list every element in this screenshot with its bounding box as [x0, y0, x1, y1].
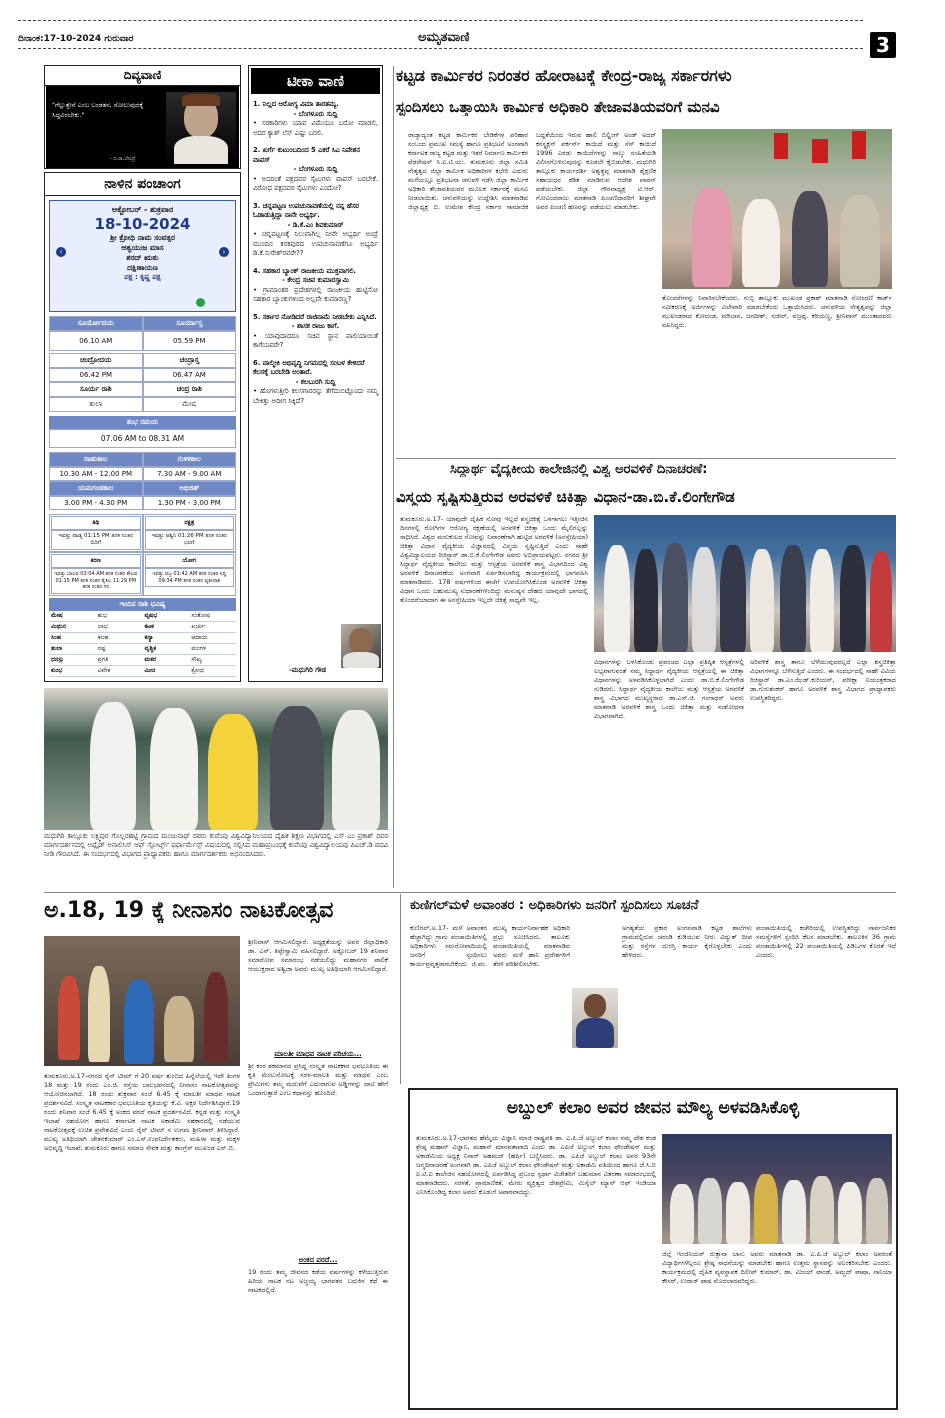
abhijit-time: 1.30 PM - 3.00 PM [143, 496, 237, 510]
teeka-answer: • ಹೊಗಳುತ್ತೀರಿ ಕಲಸಗಾರರನ್ನು ತೆಗೆದುಬಿಟ್ಟೊಂದು ನಮ್ಮ ಬೇಕಿತ್ತು ಅದೀಗ ಸಿಕ್ಕಿದೆ? [253, 387, 378, 405]
rashi-label: ಇಂದಿನ ರಾಶಿ ಭವಿಷ್ಯ [49, 598, 236, 611]
teeka-answer: • ಯಾವುದಾದರೂ ಸಚಿವ ಸ್ಥಾನ ಪಾಲಿಯಾಯಿತೆ ಕಾಗೆಯವರೇ? [253, 331, 378, 349]
rashi-prediction: ಸಂತೋಷ [191, 611, 211, 619]
rashi-row [49, 666, 236, 677]
story5-body-2: ಜಿಲ್ಲೆ ಇಂಜಿನಿಯರ್ ರುಕ್ಸಾನಾ ಬಾನು ಅವರು ಮಾತನಾಡಿ ಡಾ. ಎ.ಪಿ.ಜೆ ಅಬ್ದುಲ್ ಕಲಾಂ ಅವರಂತೆ ವಿದ್ಯಾರ್ಥಿಗಳೆಲ್ಲರೂ ಶ್ರೇಷ್ಠ ಸಾಧನೆಯನ್ನು ಮಾಡಬೇಕು ಹಾಗೂ ಉತ್ತಮ ಸ್ಥಾನವನ್ನು ಅಲಂಕರಿಸಬೇಕು ಎಂದರು. ಕಾರ್ಯಕ್ರಮದಲ್ಲಿ ದೈಹಿಕ ವ್ಯವಸ್ಥಾಪಕ ದಿಲೀಪ್ ಕುಮಾರ್, ಡಾ. ವಿಜಯ್ ಪಾಂಡೆ, ಅಮ್ಜದ್ ಪಾಷಾ, ಸಾನಿಯಾ ಕೌಸರ್, ಉರಾಜ್ ಪಾಷ ಮೊದಲಾದವರಿದ್ದರು. [662, 1250, 892, 1285]
rahu-time: 10.30 AM - 12.00 PM [49, 467, 143, 481]
rashi-prediction: ಲಾಭ [97, 622, 108, 630]
karana-label: ಕರಣ [51, 554, 141, 568]
story3-subhead-1: ಮಾಲತೀ ಮಾಧವ ನಾಟಕ ಪರಿಚಯ... [274, 1050, 362, 1058]
story3-subhead-2: ಅಂಕದ ಪರದೆ... [298, 1256, 338, 1264]
story5-award-photo [662, 1134, 892, 1244]
teeka-item [253, 146, 378, 194]
rashi-name: ವೃಷಭ [144, 611, 158, 619]
teeka-question: 5. ಸರ್ಕಾರ ನೋಡಿದರೆ ರಾಜಿನಾಮೆ ನೀಡಬೇಕು ಎನ್ನಿಸಿದೆ. [253, 312, 377, 321]
story1-body-2: ತೊಂದರೆಗಳನ್ನು ನಿವಾರಿಸಬೇಕೆಂದರು. ಗುಬ್ಬಿ ತಾಲ್ಲೂಕು ಮುಖಂಡ ಪ್ರಕಾಶ್ ಮಾತನಾಡಿ ನೋಂದಣಿ ಕಾರ್ಡ್ ನವೀಕರಣಕ್ಕೆ ಅರ್ಜಿಗಳನ್ನು ವಿಲೇವಾರಿ ಮಾಡಬೇಕೆಂದು ಒತ್ತಾಯಿಸಿದರು. ಚಳುವಳಿಯ ನೇತೃತ್ವವನ್ನು ಜಿಲ್ಲಾ ಮುಖಂಡರಾದ ಕೋದಂಡ, ಮೌಲಾನ, ಜಗದೀಶ್, ನಜೀರ್, ವಜ್ರಪ್ಪ, ಕರಿಯಣ್ಣ, ಶ್ರೀನಿವಾಸ್ ಮುಂತಾದವರು ವಹಿಸಿದ್ದರು. [662, 294, 892, 329]
teeka-author: -ಮಧುಗಿರಿ ಗೌಡ [289, 666, 327, 674]
story4-body: ಕುಣಿಗಲ್,ಅ.17- ಮಳೆ ಅವಾಂತರ ಹೆಚ್ಚಾಗಿದ್ದು ಗ್ರಾಮ ಪಂಚಾಯಿತಿಗಳಲ್ಲಿ ಅಧಿಕಾರಿಗಳು ಸಮರೋಪಾದಿಯಲ್ಲಿ ಜನರಿಗೆ ಸ್ಪಂದಿಸಲು ಕಾರ್ಯಪ್ರವೃತ್ತರಾಗಬೇಕೆಂದು ಜಿ.ಪಂ. ಮುಖ್ಯ ಕಾರ್ಯನಿರ್ವಾಹಕ ಅಧಿಕಾರಿ ಪ್ರಭು ಸೂಚಿಸಿದರು. ತಾಲೂಕು ಪಂಚಾಯಿತಿಯಲ್ಲಿ ಮಾತನಾಡಿದ ಅವರು ಮಳೆ ಹಾನಿ ಪ್ರದೇಶಗಳಿಗೆ ತೆರಳಿ ಪರಿಶೀಲಿಸಬೇಕು. [410, 924, 570, 968]
story5-box [408, 1088, 898, 1410]
divyavani-title: ದಿವ್ಯವಾಣಿ [45, 66, 240, 86]
teeka-item [253, 267, 378, 305]
rashi-name: ಸಿಂಹ [51, 633, 62, 641]
teeka-item [253, 100, 378, 138]
nakshatra: ಇವತ್ತು ಅಶ್ವಿನಿ 01:26 PM ತನಕ ನಂತರ ಭರಣಿ [145, 530, 235, 550]
paksha: ಪಕ್ಷ : ಕೃಷ್ಣ ಪಕ್ಷ [124, 273, 161, 281]
teeka-source: - ಬೆಂಗಳೂರು ಸುದ್ದಿ [293, 165, 338, 173]
chandra-rashi: ಮೇಷ [143, 397, 237, 412]
rashi-name: ಧನಸ್ಸು [51, 655, 64, 663]
panchanga-title: ನಾಳಿನ ಪಂಚಾಂಗ [45, 173, 240, 196]
karana: ಇವತ್ತು ಬಾಲವ 03:04 AM ತನಕ ನಂತರ ಕೌಲವ 01:15 PM ತನಕ ನಂತರ ತೈತಿಲ 11:29 PM ತನಕ ನಂತರ ಗರ [51, 568, 141, 594]
samvatsara: ಶ್ರೀ ಕ್ರೋಧಿ ನಾಮ ಸಂವತ್ಸರ [110, 233, 175, 242]
sunset-label: ಸೂರ್ಯಾಸ್ತ [143, 316, 237, 331]
ritu: ಶರದ್ ಋತು [126, 253, 159, 262]
story3-body-2: ಶ್ರೀನಿವಾಸ್ ಆಗಮಿಸಲಿದ್ದಾರೆ. ಅಧ್ಯಕ್ಷತೆಯನ್ನು ಅವರ ಜಿಲ್ಲಾಧಿಕಾರಿ ಡಾ. ಎನ್. ತಿಪ್ಪೇಸ್ವಾಮಿ ವಹಿಸಲಿದ್ದಾರೆ. ಅಕ್ಟೋಬರ್ 19 ಶನಿವಾರ ಸಮಾರೋಪ ಸಮಾರಂಭ ನಡೆಯಲಿದ್ದು ಮಹಾನಗರ ಪಾಲಿಕೆ ಆಯುಕ್ತರಾದ ಅಶ್ವಿಜಾ ಅವರು ಮುಖ್ಯ ಅತಿಥಿಯಾಗಿ ಆಗಮಿಸಲಿದ್ದಾರೆ. [248, 938, 388, 973]
issue-date: ದಿನಾಂಕ:17-10-2024 ಗುರುವಾರ [18, 34, 134, 44]
story2-headline-1: ಸಿದ್ಧಾರ್ಥ ವೈದ್ಯಕೀಯ ಕಾಲೇಜಿನಲ್ಲಿ ವಿಶ್ವ ಅರವಳಿಕೆ ದಿನಾಚರಣೆ: [450, 462, 708, 477]
gulika-time: 7.30 AM - 9.00 AM [143, 467, 237, 481]
surya-rashi: ತುಲಾ [49, 397, 143, 412]
story4-body-2: ಅಗತ್ಯತೆಯ ಪ್ರಕಾರ ಅಂಗನವಾಡಿ ಕಟ್ಟಡ ಶಾಲೆಗಳು ಗ್ರಾಮದಲ್ಲಿರುವ ಚರಂಡಿ ಕುಡಿಯುವ ನೀರು ವಿದ್ಯುತ್ ದೀಪ ಮತ್ತು ರಸ್ತೆಗಳ ದುರಸ್ತಿ ಕಾರ್ಯ ಕೈಗೊಳ್ಳಬೇಕು ಎಂದು ಹೇಳಿದರು. [622, 924, 752, 959]
ayana: ದಕ್ಷಿಣಾಯಣ [127, 263, 158, 272]
rashi-prediction: ಖರ್ಚು [191, 622, 205, 630]
teeka-question: 3. ಚನ್ನಪಟ್ಟಣ ಉಪಚುನಾವಣೆಯಲ್ಲಿ ನನ್ನ ಹೆಸರ ಓಡಾಡುತ್ತಿದ್ದಾ ನಾನೇ ಅಭ್ಯರ್ಥಿ. [253, 201, 360, 219]
moonset-label: ಚಂದ್ರಾಸ್ತ [143, 353, 237, 368]
rashi-name: ಮೇಷ [51, 611, 63, 619]
story3-body-4: 19 ರಂದು ತಮ್ಮ ಜೀವನದ ಕಡೆಯ ವರ್ಷಗಳನ್ನು ಕಳೆಯುತ್ತಿರುವ ಹಿರಿಯ ನಾಟಕ ನಟ ಅಜ್ಜಯ್ಯ ಭಾಗವತರ ಬದುಕಿನ ಕಥೆ ಈ ನಾಟಕದಲ್ಲಿದೆ. [248, 1268, 388, 1294]
teeka-list [249, 96, 382, 406]
teeka-question: 4. ಸಹಕಾರ ಬ್ಯಾಂಕ್ ರಾಜಕೀಯ ಮುಕ್ತವಾಗಲಿ. [253, 266, 356, 275]
rashi-name: ತುಲಾ [51, 644, 63, 652]
rashi-prediction: ಕಲಹ [97, 633, 109, 641]
teeka-answer: • ಗ್ರಾಮಾಂತರ ಪ್ರದೇಶಗಳಲ್ಲಿ ರಾಜಕೀಯ ಹುಟ್ಟಿಸೋ ಸಹಕಾರ ಬ್ಯಾಂಕುಗಳಿಂದ ಅಲ್ಲವೇ ಕುಮಾರಣ್ಣ? [253, 285, 378, 303]
story1-headline-2: ಸ್ಪಂದಿಸಲು ಒತ್ತಾಯಿಸಿ ಕಾರ್ಮಿಕ ಅಧಿಕಾರಿ ತೇಜಾವತಿಯವರಿಗೆ ಮನವಿ [396, 98, 720, 116]
divyavani-quote: "ಗೆಲ್ಲುತ್ತೇನೆ ಎಂಬ ಬಂಡತನ, ಸೋಲುವುದಕ್ಕೆ ಸಿದ್ಧವಿರಬೇಕು." [52, 101, 144, 119]
story4-body-3: ಪಂಚಾಯಿತಿಯಲ್ಲಿ ಕಚೇರಿಯಲ್ಲಿ ಉಪಸ್ಥಿತರಿದ್ದು ಸಾರ್ವಜನಿಕರ ಸಮಸ್ಯೆಗಳಿಗೆ ಸ್ಪಂದಿಸಿ ಕೆಲಸ ಮಾಡಬೇಕು. ತಾಲೂಕಿನ 36 ಗ್ರಾಮ ಪಂಚಾಯಿತಿಗಳಲ್ಲಿ 22 ಪಂಚಾಯಿತಿಯಲ್ಲಿ ಪಿಡಿಒಗಳ ಕೊರತೆ ಇದೆ ಎಂದರು. [756, 924, 896, 959]
teeka-item [253, 202, 378, 259]
paper-name: ಅಮೃತವಾಣಿ [418, 30, 470, 45]
moonset: 06.47 AM [143, 368, 237, 382]
page-number: 3 [870, 32, 896, 58]
shubha-time: 07.06 AM to 08.31 AM [49, 429, 236, 448]
rashi-prediction: ವಿವೇಕ [97, 666, 111, 674]
teeka-question: 6. ವಾಲ್ಮೀಕಿ ಅಭಿವೃದ್ಧಿ ನಿಗಮದಲ್ಲಿ ಸಂಬಳ ಕೇಳಿದರೆ ಕೆಲಸಕ್ಕೆ ಬರಬೇಡಿ ಅಂತಾರೆ. [253, 358, 365, 376]
columnist-photo [341, 624, 381, 668]
rashi-name: ಮೀನ [144, 666, 156, 674]
masa: ಆಶ್ವಯುಜ ಮಾಸ [121, 243, 164, 252]
rashi-name: ಕನ್ಯಾ [144, 633, 154, 641]
drama-photo [44, 936, 240, 1066]
story4-headline: ಕುಣಿಗಲ್‌ಮಳೆ ಅವಾಂತರ : ಅಧಿಕಾರಿಗಳು ಜನರಿಗೆ ಸ್ಪಂದಿಸಲು ಸೂಚನೆ [410, 898, 699, 913]
rashi-row [49, 611, 236, 622]
story3-body: ತುಮಕೂರು,ಅ.17-ನಗರದ ರೈನ್ ಟೀಮ್ ಗೆ 20 ವರ್ಷ ತುಂಬಿದ ಹಿನ್ನೆಲೆಯಲ್ಲಿ ಇದೇ ತಿಂಗಳ 18 ಮತ್ತು 19 ರಂದು ಎಂ.ಜಿ. ರಸ್ತೆಯ ಬಾಲಭವನದಲ್ಲಿ ನೀನಾಸಂ ನಾಟಕೋತ್ಸವವನ್ನು ಆಯೋಜಿಸಲಾಗಿದೆ. 18 ರಂದು ಶುಕ್ರವಾರ ಸಂಜೆ 6.45 ಕ್ಕೆ ಮಾಲತೀ ಮಾಧವ ನಾಟಕ ಪ್ರದರ್ಶನವಿದೆ. ಸಂಸ್ಕೃತ ನಾಟಕಕಾರ ಭವಭೂತಿಯ ಕೃತಿಯನ್ನು ಕೆ.ವಿ. ಅಕ್ಷರ ನಿರ್ದೇಶಿಸಿದ್ದಾರೆ.19 ರಂದು ಶನಿವಾರ ಸಂಜೆ 6.45 ಕ್ಕೆ ಅಂಕದ ಪರದೆ ನಾಟಕ ಪ್ರದರ್ಶನವಿದೆ. ಕನ್ನಡ ಮತ್ತು ಸಂಸ್ಕೃತಿ ಇಲಾಖೆ ಸಹಯೋಗ ಹಾಗೂ ಕರ್ನಾಟಕ ನಾಟಕ ಅಕಾಡೆಮಿ ಸಹಕಾರದಲ್ಲಿ ನಡೆಯುವ ನಾಟಕೋತ್ಸವಕ್ಕೆ ಉಚಿತ ಪ್ರವೇಶವಿದೆ ಎಂದು ರೈನ್ ಟೀಮ್ ನ ಉಗಮ ಶ್ರೀನಿವಾಸ್ ತಿಳಿಸಿದ್ದಾರೆ. ಮುಖ್ಯ ಅತಿಥಿಯಾಗಿ ಚೇತನಕುಮಾರ್ ಎಂ.ಎಸ್.ಉಪನಿರ್ದೇಶಕರು, ಮಹಿಳಾ ಮತ್ತು ಮಕ್ಕಳ ಅಭಿವೃದ್ಧಿ ಇಲಾಖೆ, ತುಮಕೂರು ಹಾಗೂ ಸಮಾಜ ಸೇವಕ ಮತ್ತು ಕಾಂಗ್ರೆಸ್ ಮುಖಂಡ ಎಸ್.ಬಿ. [44, 1072, 240, 1152]
rashi-name: ವೃಶ್ಚಿಕ [144, 644, 157, 652]
teeka-answer: • ಚನ್ನಪಟ್ಟಣಕ್ಕೆ ನಿಲುವಾಗಿಲ್ಲ ನೀವೇ ಅಭ್ಯರ್ಥಿ ಅಂದ್ರೆ ಮುಂದಿನ ಕನಕಪುರದ ಉಪಚುನಾವಣೆಗೂ ಅಭ್ಯರ್ಥಿ ಡಿ.ಕೆ.ಸುರೇಶ್‌ರವರೇ?? [253, 230, 378, 257]
moonrise-label: ಚಂದ್ರೋದಯ [49, 353, 143, 368]
teeka-answer: • ಅದರಂತೆ ಪಕ್ಷದವರ ಸೈಟುಗಳು ವಾಪಸ್ ಬರಬೇಕೆ. ವಿರೋಧ ಪಕ್ಷದವರ ಸೈಟುಗಳು ಎಂದೋ? [253, 174, 378, 192]
rashi-prediction: ಸೌಖ್ಯ [191, 655, 202, 663]
teeka-item [253, 359, 378, 407]
sunrise-label: ಸೂರ್ಯೋದಯ [49, 316, 143, 331]
rashi-prediction: ಆದಾಯ [191, 633, 208, 641]
story1-body: ರಾಜ್ಯಾದ್ಯಂತ ಕಟ್ಟಡ ಕಾರ್ಮಿಕರ ಬೇಡಿಕೆಗಳ ಪರಿಹಾರ ಸಂಬಂದ ಪ್ರಮುಖ ಸಮಸ್ಯೆ ಹಾಗೂ ಪ್ರತಿಭಟನೆ ಅಂಗವಾಗಿ ಕರ್ನಾಟಕ ರಾಜ್ಯ ಕಟ್ಟಡ ಮತ್ತು ಇತರೆ ನಿರ್ಮಾಣ ಕಾರ್ಮಿಕರ ಫೆಡರೇಷನ್ ಸಿ.ಐ.ಟಿ.ಯು. ತುಮಕೂರು ಜಿಲ್ಲಾ ಸಮಿತಿ ನೇತೃತ್ವದ ಜಿಲ್ಲಾ ಕಾರ್ಮಿಕ ಅಧಿಕಾರಿಗಳ ಕಛೇರಿ ಎದುರು ಮಳೆಯಲ್ಲೂ ಪ್ರತಿಭಟನಾ ಚಳುವಳಿ ನಡೆಸಿ ಜಿಲ್ಲಾ ಕಾರ್ಮಿಕ ಅಧಿಕಾರಿ ತೇಜಾವತಿಯವರ ಮೂಲಕ ಸರ್ಕಾರಕ್ಕೆ ಮನವಿ ನೀಡಲಾಯಿತು. ಚಳುವಳಿಯನ್ನು ಉದ್ದೇಶಿಸಿ ಮಾತನಾಡಿದ ಜಿಲ್ಲಾಧ್ಯಕ್ಷ ಬಿ. ಉಮೇಶ ಕೇಂದ್ರ ಸರ್ಕಾರ ಸಾಮಾಜಿಕ ಬದ್ಧತೆಯಿಂದ ಇರುವ ಹಾಲಿ ಬಿಲ್ಡಿಂಗ್ ಅಂಡ್ ಅದರ್ ಕನಸ್ಟ್ರಕ್ಷನ್ ವರ್ಕರ್ಸ್ ಕಾಯಿದೆ ಮತ್ತು ಸೆಸ್ ಕಾಯಿದೆ 1996 ಎರಡು ಕಾಯಿದೆಗಳನ್ನು ನಾಲ್ಕು ಸಂಹಿತೆಯಡಿ ವಿಲೀನಗೊಳಿಸುವುದನ್ನು ಕೂಡಲೇ ಕೈಬಿಡಬೇಕು. ಮಧುಗಿರಿ ತಾಲ್ಲೂಕು ಕಾರ್ಯದರ್ಶಿ ಅಶ್ವತ್ಥಪ್ಪ ಮಾತನಾಡಿ ಶೈಕ್ಷಣಿಕ ಸಹಾಯಧನ ಕಡಿತ ಮಾಡಿರುವ ಆದೇಶ ವಾಪಸ್ ಪಡೆಯಬೇಕು. ಜಿಲ್ಲಾ ಗೌರವಾಧ್ಯಕ್ಷ ಟಿ.ಆರ್. ಗೋವಿಂದರಾಜು ಮಾತನಾಡಿ ಪಿಂಚಣಿದಾರರಿಗೆ ಶೀಘ್ರವೇ ಅವರ ಪಿಂಚಣಿ ಹಣವನ್ನು ಪಡೆಯಲು ಮಾಡಬೇಕು. [408, 131, 656, 211]
rashi-prediction: ಪ್ರಗತಿ [97, 655, 109, 663]
story2-event-photo [594, 515, 896, 652]
teeka-vani-box [248, 65, 383, 682]
teeka-question: 2. ಖರ್ಗೆ ಕುಟುಂಬದಿಂದ 5 ಎಕರೆ ಸಿಎ ನಿವೇಶನ ವಾಪಸ್ [253, 146, 361, 164]
story5-body: ತುಮಕೂರು,ಅ.17-ಭಾರತದ ಹೆಮ್ಮೆಯ ವಿಜ್ಞಾನಿ ಮಾಜಿ ರಾಷ್ಟ್ರಪತಿ ಡಾ. ಎ.ಪಿ.ಜೆ ಅಬ್ದುಲ್ ಕಲಾಂ ನಮ್ಮ ದೇಶ ಕಂಡ ಶ್ರೇಷ್ಠ ಮಹಾನ್ ವಿಜ್ಞಾನಿ, ಮಹಾನ್ ಮಾನವತಾವಾದಿ ಎಂದು ಡಾ. ಎಪಿಜೆ ಅಬ್ದುಲ್ ಕಲಾಂ ಫೌಂಡೇಷನ್ ಮತ್ತು ಅಕಾಡೆಮಿಯ ಅಧ್ಯಕ್ಷ ನಿಸಾರ್ ಅಹಮದ್ (ಹರ್ಷಿ) ಬಣ್ಣಿಸಿದರು. ಡಾ. ಎಪಿಜೆ ಅಬ್ದುಲ್ ಕಲಾಂ ಅವರ 93ನೇ ಜನ್ಮದಿನಾಚರಣೆ ಅಂಗವಾಗಿ ಡಾ. ಎಪಿಜೆ ಅಬ್ದುಲ್ ಕಲಾಂ ಫೌಂಡೇಷನ್ ಮತ್ತು ಅಕಾಡೆಮಿ ವತಿಯಿಂದ ಹಾಗೂ ಜೆ.ಸಿ.ಬಿ ಐ.ಟಿ.ಐ ಕಾಲೇಜಿನ ಸಹಯೋಗದಲ್ಲಿ ಏರ್ಪಡಿಸಿದ್ದ ಪ್ರಬಂಧ ಸ್ಪರ್ಧಾ ವಿಜೇತರಿಗೆ ಬಹುಮಾನ ವಿತರಣಾ ಸಮಾರಂಭದಲ್ಲಿ ಮಾತನಾಡಿದರು. ಸರಳತೆ, ಪ್ರಾಮಾಣಿಕತೆ, ಮೇರು ವ್ಯಕ್ತಿತ್ವದ ದೇಶಪ್ರೇಮಿ, ಮಿಸೈಲ್ ಮ್ಯಾನ್ ಆಫ್ ಇಂಡಿಯಾ ಎನಿಸಿಕೊಂಡಿದ್ದ ಕಲಾಂ ಅವರು ಕೊಡುಗೆ ಅಪಾರವಾದದ್ದು. [416, 1134, 656, 1196]
story5-headline: ಅಬ್ದುಲ್ ಕಲಾಂ ಅವರ ಜೀವನ ಮೌಲ್ಯ ಅಳವಡಿಸಿಕೊಳ್ಳಿ [506, 1098, 800, 1118]
rashi-prediction: ಶುಭ [97, 611, 108, 619]
rashi-prediction: ಕ್ರೋಧ [191, 666, 204, 674]
story2-body: ತುಮಕೂರು,ಅ.17- ಯಾವುದೇ ದೈಹಿಕ ನೋವು ಇಲ್ಲದೆ ಶಸ್ತ್ರಚಿಕಿತ್ಸೆ ಒಳಗಾಗಲು ಇತ್ತೀಚಿನ ದಿನಗಳಲ್ಲಿ ರೋಗಿಗಳ ಆರೋಗ್ಯ ರಕ್ಷಣೆಯಲ್ಲಿ ಅರವಳಿಕೆ ಚಿಕಿತ್ಸಾ ಒಂದು ಮೈಲಿಗಲ್ಲನ್ನು ಸಾಧಿಸಿದೆ. ವಿಶ್ವದ ಮನುಕುಲದ ನೋವನ್ನು ನಿವಾರಣೆಗಾಗಿ ಹುಟ್ಟಿದ ಅರವಳಿಕೆ (ಅನಸ್ತೇಷಿಯಾ) ಚಿಕಿತ್ಸಾ ವಿಧಾನ ವೈದ್ಯಕೀಯ ವಿಜ್ಞಾನದಲ್ಲಿ ವಿಸ್ಮಯ ಸೃಷ್ಟಿಸುತ್ತಿದೆ ಎಂದು ಸಾಹೇ ವಿಶ್ವವಿದ್ಯಾಲಯದ ರಿಜಿಸ್ಟ್ರಾರ್ ಡಾ.ಬಿ.ಕೆ.ಲಿಂಗೇಗೌಡ ಅವರು ಅಭಿಪ್ರಾಯಪಟ್ಟರು. ನಗರದ ಶ್ರೀ ಸಿದ್ಧಾರ್ಥ ವೈದ್ಯಕೀಯ ಕಾಲೇಜು ಮತ್ತು ಆಸ್ಪತ್ರೆಯ ಅರವಳಿಕೆ ಶಾಸ್ತ್ರ ವಿಭಾಗದಿಂದ ವಿಶ್ವ ಅರವಳಿಕೆ ದಿನಾಚರಣೆಯ ಅಂಗವಾಗಿ ಏರ್ಪಡಿಸಲಾಗಿದ್ದ ಕಾರ್ಯಕ್ರಮದಲ್ಲಿ ಭಾಗವಹಿಸಿ ಮಾತನಾಡಿದರು. 178 ವರ್ಷಗಳಿಂದ ಈಚೆಗೆ ಉಪಯೋಗಿಸಿಕೊಂಡ ಅರವಳಿಕೆ ಚಿಕಿತ್ಸಾ ವಿಧಾನ ಒಂದು ಬಹುಮುಖ್ಯ ಸುಧಾರಣೆಗಳಿಂದಿದ್ದು ಮನುಷ್ಯನ ದೇಹದ ಯಾವುದೇ ಭಾಗದಲ್ಲಿ ತೊಂದರೆಯಾದಾಗ ಈ ಅನಸ್ತೇಷಿಯಾ ಇಲ್ಲದೇ ಚಿಕಿತ್ಸೆ ಸಾಧ್ಯವೇ ಇಲ್ಲ. [400, 515, 588, 604]
teeka-source: - ಶಾಸಕ ರಾಜು ಕಾಗೆ. [291, 322, 340, 330]
abhijit-label: ಅಭಿಜಿತ್ [143, 481, 237, 496]
poet-portrait [166, 92, 236, 164]
story3-headline: ಅ.18, 19 ಕ್ಕೆ ನೀನಾಸಂ ನಾಟಕೋತ್ಸವ [44, 898, 334, 923]
story1-protest-photo [662, 129, 892, 289]
next-day-icon[interactable]: › [219, 247, 229, 257]
teeka-answer: • ಸರಕಾರಿಗಳು ಯಾವ ವಿಮೆಯೂ ಬರೋ ಮಾಡಲಿ, ಅದರ ಕ್ಯಾಶ್ ಲೆಸ್ ಎಷ್ಟು ಬರಲಿ. [253, 119, 378, 137]
rashi-row [49, 633, 236, 644]
rashi-table [49, 611, 236, 677]
ceo-photo [572, 988, 618, 1048]
rashi-prediction: ಮಂಗಳ [191, 644, 207, 652]
phd-felicitation-photo [44, 688, 388, 830]
rashi-row [49, 622, 236, 633]
teeka-question: 1. ನಿಲ್ಲದ ಅರೋಗ್ಯ ವಿಮಾ ತಾರತಮ್ಯ. [253, 100, 339, 108]
teeka-source: - ಕಲಬುರಗಿ ಸುದ್ದಿ [295, 377, 336, 386]
teeka-title: ಟೀಕಾ ವಾಣಿ [251, 68, 380, 94]
panchanga-date: 18-10-2024 [94, 215, 191, 233]
moonrise: 06.42 PM [49, 368, 143, 382]
rahu-label: ರಾಹುಕಾಲ [49, 452, 143, 467]
rashi-name: ಮಕರ [144, 655, 157, 663]
rashi-name: ಮಿಥುನ [51, 622, 66, 630]
shubha-label: ಶುಭ ಸಮಯ [49, 416, 236, 429]
chandra-rashi-label: ಚಂದ್ರ ರಾಶಿ [143, 382, 237, 397]
surya-rashi-label: ಸೂರ್ಯ ರಾಶಿ [49, 382, 143, 397]
story1-headline-1: ಕಟ್ಟಡ ಕಾರ್ಮಿಕರ ನಿರಂತರ ಹೋರಾಟಕ್ಕೆ ಕೇಂದ್ರ-ರಾಜ್ಯ ಸರ್ಕಾರಗಳು [396, 66, 732, 85]
teeka-source: - ಬೆಂಗಳೂರು ಸುದ್ದಿ [293, 109, 338, 118]
gulika-label: ಗುಳಿಕಕಾಲ [143, 452, 237, 467]
story2-body-2: ವಿಧಾನಗಳನ್ನು ಬಳಸಿಕೊಂಡು ಪ್ರಪಂಚದ ಎಲ್ಲಾ ಪ್ರತಿಷ್ಠಿತ ಆಸ್ಪತ್ರೆಗಳಲ್ಲಿ ಲಭ್ಯವಾಗುವಂತೆ ನಮ್ಮ ಸಿದ್ಧಾರ್ಥ ವೈದ್ಯಕೀಯ ಆಸ್ಪತ್ರೆಯಲ್ಲಿ ಈ ಚಿಕಿತ್ಸಾ ವಿಧಾನಗಳನ್ನು ಅಳವಡಿಸಿಕೊಳ್ಳಲಾಗಿದೆ ಎಂದು ಡಾ.ಬಿ.ಕೆ.ಲಿಂಗೇಗೌಡ ನುಡಿದರು. ಸಿದ್ಧಾರ್ಥ ವೈದ್ಯಕೀಯ ಕಾಲೇಜು ಮತ್ತು ಆಸ್ಪತ್ರೆಯ ಅರವಳಿಕೆ ಶಾಸ್ತ್ರ ವಿಭಾಗದ ಮುಖ್ಯಸ್ಥರಾದ ಡಾ.ಎಸ್.ಜಿ. ಗಂಗಾಧರ್ ಅವರು ಮಾತನಾಡಿ ಅರವಳಿಕೆ ಶಾಸ್ತ್ರ ಒಂದು ಚಿಕಿತ್ಸಾ ಮತ್ತು ಸಂಶೋಧನಾ ವಿಭಾಗವಾಗಿದೆ. [594, 658, 744, 720]
story2-body-3: ಅರಿವಳಿಕೆ ಶಾಸ್ತ್ರ ತಾನೂ ಬೆಳೆಯುವುದರಲ್ಲದೆ ಎಲ್ಲಾ ಶಸ್ತ್ರಚಿಕಿತ್ಸಾ ವಿಭಾಗಗಳನ್ನೂ ಬೆಳೆಸುತ್ತಿದೆ ಎಂದರು. ಈ ಸಂದರ್ಭದಲ್ಲಿ ಸಾಹೇ ವಿವಿಯ ರಿಜಿಸ್ಟ್ರಾರ್ ಡಾ.ಎಂ.ಝೆಡ್.ಕುರಿಯನ್, ಪರೀಕ್ಷಾ ನಿಯಂತ್ರಕರಾದ ಡಾ.ಗುರುಶಂಕರ್ ಹಾಗೂ ಅರವಳಿಕೆ ಶಾಸ್ತ್ರ ವಿಭಾಗದ ಪ್ರಾಧ್ಯಾಪಕರು ಉಪಸ್ಥಿತರಿದ್ದರು. [750, 658, 896, 702]
tithi-label: ತಿಥಿ [51, 516, 141, 530]
story2-headline-2: ವಿಸ್ಮಯ ಸೃಷ್ಟಿಸುತ್ತಿರುವ ಅರವಳಿಕೆ ಚಿಕಿತ್ಸಾ ವಿಧಾನ-ಡಾ.ಬಿ.ಕೆ.ಲಿಂಗೇಗೌಡ [396, 488, 735, 506]
story3-body-3: ಶ್ರೀ ಕಂಠ ಶಕಮಾನದ ಪ್ರಸಿದ್ಧ ಸಂಸ್ಕೃತ ನಾಟಕಕಾರ ಭವಭೂತಿಯ ಈ ಕೃತಿ ಮೇಲುನೋಟಕ್ಕೆ ಸರಳ-ಮಾಲತಿ ಮತ್ತು ಮಾಧವ ಎಂಬ ಪ್ರೇಮಿಗಳು ತಮ್ಮ ಮದುವೆಗೆ ಎದುರಾಗುವ ಅಡ್ಡಿಗಳನ್ನು ದಾಟಿ ಹೇಗೆ ಒಂದಾಗುತ್ತಾರೆ ಎಂಬ ಕಥಾವಸ್ತು ಹೊಂದಿದೆ. [248, 1062, 388, 1097]
whatsapp-icon [196, 298, 205, 307]
panchanga-day: ಅಕ್ಟೋಬರ್ - ಶುಕ್ರವಾರ [111, 205, 174, 214]
tithi: ಇವತ್ತು ಪಾಡ್ಯ 01:15 PM ತನಕ ನಂತರ ಬಿದಿಗೆ [51, 530, 141, 550]
rashi-row [49, 655, 236, 666]
nakshatra-label: ನಕ್ಷತ್ರ [145, 516, 235, 530]
masthead [18, 12, 928, 62]
phd-caption: ಮಧುಗಿರಿ ತಾಲ್ಲೂಕು ಲಕ್ಷ್ಮಿಪುರ ಗೊಲ್ಲರಹಟ್ಟಿ ಗ್ರಾಮದ ಮಂಜುನಾಥ್ ರವರು ಕುವೆಂಪು ವಿಶ್ವವಿದ್ಯಾನಿಲಯದ ದೈಹಿಕ ಶಿಕ್ಷಣ ವಿಭಾಗದಲ್ಲಿ ಎಸ್ ಎಂ ಪ್ರಕಾಶ್ ರವರ ಮಾರ್ಗದರ್ಶನದಲ್ಲಿ ಅಪ್ಲೈಡ್ ಅನಾಲಿಸಿಸ್ ಆಫ್ ಸ್ಪೋರ್ಟ್ಸ್ ಫರ್ಫಾರ್ಮೆನ್ಸ್ ವಿಷಯದಲ್ಲಿ ಸಲ್ಲಿಸಿದ ಮಹಾಪ್ರಬಂಧಕ್ಕೆ ಕುವೆಂಪು ವಿಶ್ವವಿದ್ಯಾಲಯವು ಪಿಎಚ್.ಡಿ ಪದವಿ ನೀಡಿ ಗೌರವಿಸಿದೆ. ಈ ಸಂದರ್ಭದಲ್ಲಿ ವಿಭಾಗದ ಪ್ರಾಧ್ಯಾಪಕರು ಹಾಗೂ ಮಾರ್ಗದರ್ಶಕರು ಅಭಿನಂದಿಸಿದರು. [44, 832, 388, 858]
rashi-row [49, 644, 236, 655]
yama-time: 3.00 PM - 4.30 PM [49, 496, 143, 510]
teeka-item [253, 313, 378, 351]
teeka-source: - ಕೇಂದ್ರ ಸಚಿವ ಕುಮಾರಸ್ವಾಮಿ [282, 276, 349, 284]
rashi-prediction: ನಷ್ಟ [97, 644, 106, 652]
rashi-name: ಕುಂಭ [51, 666, 63, 674]
yoga-label: ಯೋಗ [145, 554, 235, 568]
sunset: 05.59 PM [143, 331, 237, 351]
panchanga-box [44, 172, 241, 682]
yoga: ಇವತ್ತು ವಜ್ರ 01:42 AM ತನಕ ನಂತರ ಸಿದ್ಧಿ 09:34 PM ತನಕ ನಂತರ ವ್ಯತೀಪಾತ [145, 568, 235, 587]
sunrise: 06.10 AM [49, 331, 143, 351]
divyavani-author: - ದ.ರಾ.ಬೇಂದ್ರೆ [110, 156, 136, 162]
teeka-source: - ಡಿ.ಕೆ.ಎಂ ಶಿವಕುಮಾರ್ [287, 220, 344, 229]
yama-label: ಯಮಗಂಡಕಾಲ [49, 481, 143, 496]
prev-day-icon[interactable]: ‹ [56, 247, 66, 257]
rashi-name: ಕಟಕ [144, 622, 154, 630]
divyavani-box [44, 65, 241, 169]
